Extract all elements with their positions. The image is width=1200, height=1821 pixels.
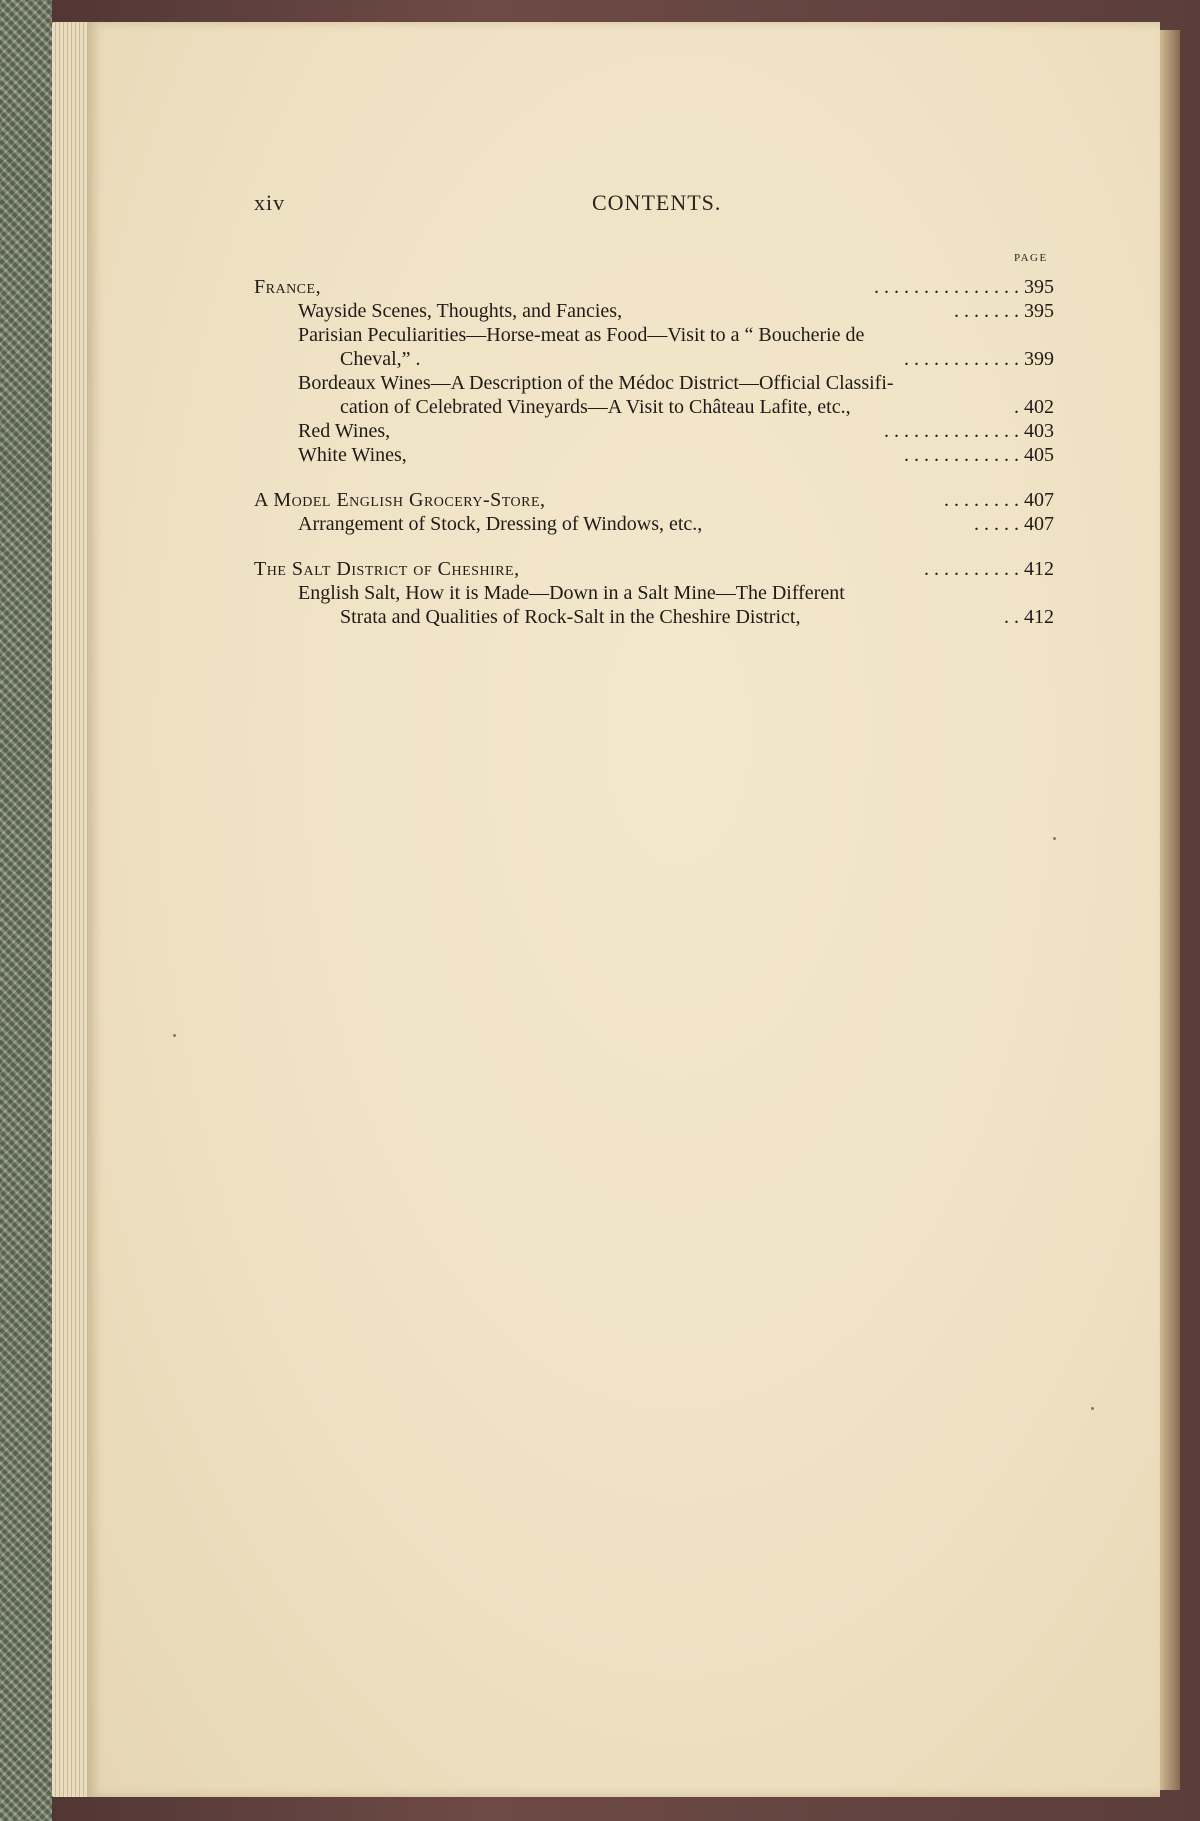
toc-entry-chapter bbox=[254, 557, 1054, 581]
entry-title: Wayside Scenes, Thoughts, and Fancies, bbox=[298, 300, 623, 322]
entry-page: 399 bbox=[1024, 348, 1054, 370]
entry-title: Parisian Peculiarities—Horse-meat as Food—Visit to a “ Boucherie de bbox=[298, 324, 865, 346]
toc-entry-continuation bbox=[254, 395, 1054, 419]
entry-page: 405 bbox=[1024, 444, 1054, 466]
entry-leader: . . . . . . . . 407 bbox=[944, 489, 1054, 511]
entry-leader: . . 412 bbox=[1004, 606, 1054, 628]
page-edges bbox=[52, 22, 92, 1797]
entry-page: 395 bbox=[1024, 300, 1054, 322]
toc-entry bbox=[254, 323, 1054, 347]
entry-page: 403 bbox=[1024, 420, 1054, 442]
toc-entry bbox=[254, 299, 1054, 323]
entry-leader: . 402 bbox=[1014, 396, 1054, 418]
entry-title: A Model English Grocery-Store, bbox=[254, 489, 546, 511]
entry-title: Arrangement of Stock, Dressing of Windows, etc., bbox=[298, 513, 703, 535]
toc-entry-continuation bbox=[254, 605, 1054, 629]
entry-page: 407 bbox=[1024, 489, 1054, 511]
page-number: xiv bbox=[254, 190, 286, 215]
paper-speck bbox=[1053, 837, 1056, 840]
page-header bbox=[254, 190, 1054, 220]
entry-leader: . . . . . . . 395 bbox=[954, 300, 1054, 322]
entry-title: cation of Celebrated Vineyards—A Visit to Château Lafite, etc., bbox=[340, 396, 851, 418]
entry-title: Red Wines, bbox=[298, 420, 391, 442]
entry-page: 412 bbox=[1024, 558, 1054, 580]
entry-title: The Salt District of Cheshire, bbox=[254, 558, 520, 580]
toc-entry bbox=[254, 371, 1054, 395]
entry-leader: . . . . . . . . . . 412 bbox=[924, 558, 1054, 580]
entry-leader: . . . . . . . . . . . . . . 403 bbox=[884, 420, 1054, 442]
marbled-endpaper bbox=[0, 0, 52, 1821]
toc-entry bbox=[254, 512, 1054, 536]
entry-title: France, bbox=[254, 276, 322, 298]
toc-entry bbox=[254, 443, 1054, 467]
entry-page: 407 bbox=[1024, 513, 1054, 535]
entry-leader: . . . . . . . . . . . . 399 bbox=[904, 348, 1054, 370]
entry-title: Bordeaux Wines—A Description of the Médoc District—Official Classifi- bbox=[298, 372, 894, 394]
entry-page: 412 bbox=[1024, 606, 1054, 628]
entry-title: Strata and Qualities of Rock-Salt in the Cheshire District, bbox=[340, 606, 801, 628]
toc-entry-chapter bbox=[254, 275, 1054, 299]
entry-title: English Salt, How it is Made—Down in a Salt Mine—The Different bbox=[298, 582, 845, 604]
entry-title: Cheval,” . bbox=[340, 348, 421, 370]
paper-speck bbox=[1091, 1407, 1094, 1410]
page-column-label: PAGE bbox=[1014, 252, 1048, 264]
entry-leader: . . . . . . . . . . . . 405 bbox=[904, 444, 1054, 466]
paper-speck bbox=[173, 1034, 176, 1037]
entry-leader: . . . . . 407 bbox=[974, 513, 1054, 535]
entry-title: White Wines, bbox=[298, 444, 407, 466]
table-of-contents bbox=[254, 275, 1054, 629]
entry-leader: . . . . . . . . . . . . . . . 395 bbox=[874, 276, 1054, 298]
entry-page: 402 bbox=[1024, 396, 1054, 418]
toc-entry-continuation bbox=[254, 347, 1054, 371]
entry-page: 395 bbox=[1024, 276, 1054, 298]
cover-edge bbox=[1160, 30, 1180, 1790]
toc-entry bbox=[254, 419, 1054, 443]
page-title: CONTENTS. bbox=[592, 190, 722, 215]
toc-entry bbox=[254, 581, 1054, 605]
toc-entry-chapter bbox=[254, 488, 1054, 512]
